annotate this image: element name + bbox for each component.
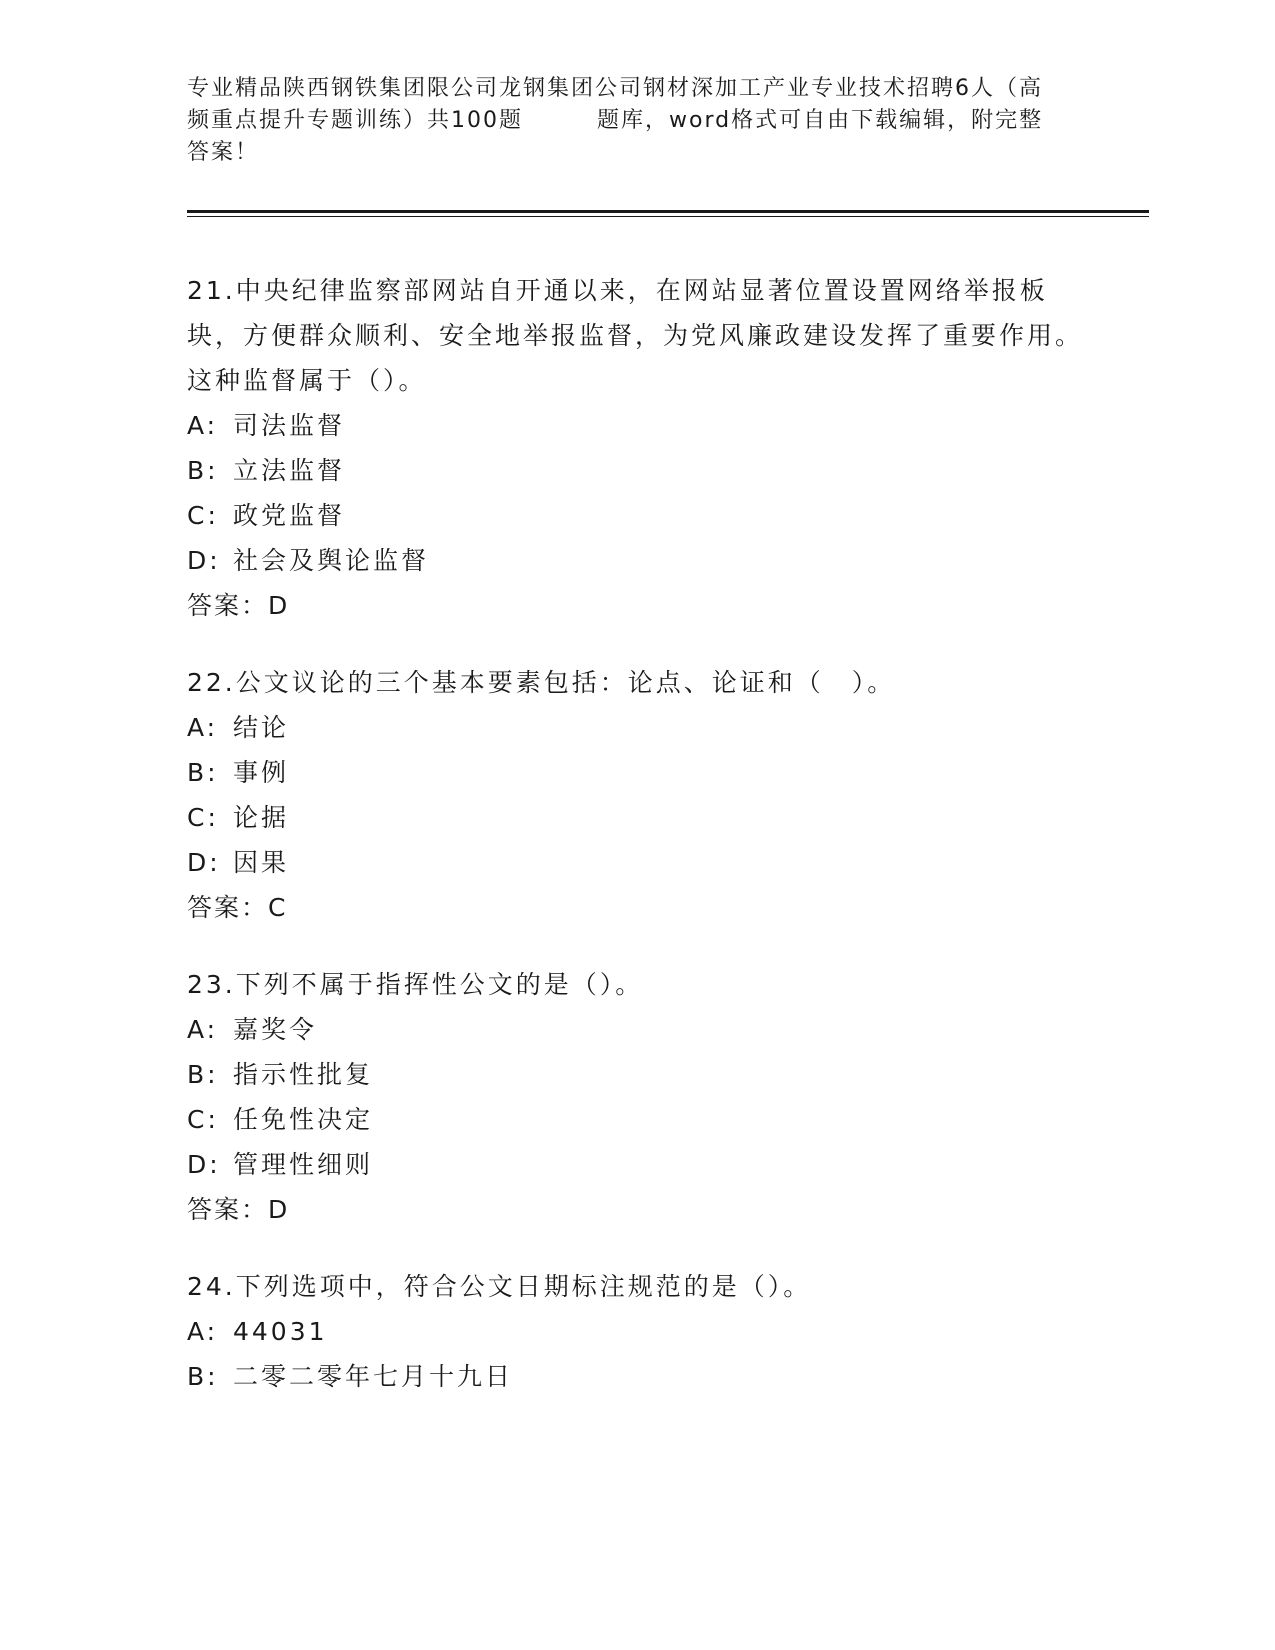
option-letter: C: xyxy=(187,803,219,832)
option-d xyxy=(187,840,1087,885)
option-letter: A: xyxy=(187,411,219,440)
question-22 xyxy=(187,660,1087,930)
option-letter: A: xyxy=(187,1015,219,1044)
question-stem: 24.下列选项中，符合公文日期标注规范的是（）。 xyxy=(187,1272,812,1301)
document-header xyxy=(187,73,1087,169)
question-stem: 21.中央纪律监察部网站自开通以来，在网站显著位置设置网络举报板块，方便群众顺利、安全地举报监督，为党风廉政建设发挥了重要作用。这种监督属于（）。 xyxy=(187,276,1084,395)
header-line-2 xyxy=(187,105,1087,137)
option-c xyxy=(187,493,1087,538)
header-line-3: 答案！ xyxy=(187,140,260,165)
option-a xyxy=(187,1309,1087,1354)
header-line-2-part-2: 题库，word格式可自由下载编辑，附完整 xyxy=(597,108,1044,133)
option-letter: A: xyxy=(187,713,219,742)
option-text: 二零二零年七月十九日 xyxy=(233,1362,514,1391)
option-text: 44031 xyxy=(233,1317,328,1346)
option-text: 事例 xyxy=(233,758,290,787)
option-text: 因果 xyxy=(233,848,290,877)
option-text: 结论 xyxy=(233,713,290,742)
option-b xyxy=(187,750,1087,795)
option-b xyxy=(187,448,1087,493)
option-c xyxy=(187,795,1087,840)
option-b xyxy=(187,1354,1087,1399)
answer-line: 答案：D xyxy=(187,591,290,620)
answer-line: 答案：C xyxy=(187,893,288,922)
option-a xyxy=(187,1007,1087,1052)
option-text: 指示性批复 xyxy=(233,1060,374,1089)
header-line-2-part-1: 频重点提升专题训练）共100题 xyxy=(187,108,523,133)
question-list xyxy=(187,268,1087,1431)
option-text: 论据 xyxy=(233,803,290,832)
option-letter: A: xyxy=(187,1317,219,1346)
option-a xyxy=(187,403,1087,448)
question-24 xyxy=(187,1264,1087,1399)
option-a xyxy=(187,705,1087,750)
option-d xyxy=(187,538,1087,583)
option-b xyxy=(187,1052,1087,1097)
option-text: 立法监督 xyxy=(233,456,346,485)
option-text: 嘉奖令 xyxy=(233,1015,318,1044)
answer-line: 答案：D xyxy=(187,1195,290,1224)
option-letter: B: xyxy=(187,1362,219,1391)
option-text: 司法监督 xyxy=(233,411,346,440)
option-letter: C: xyxy=(187,501,219,530)
header-line-1: 专业精品陕西钢铁集团限公司龙钢集团公司钢材深加工产业专业技术招聘6人（高 xyxy=(187,76,1043,101)
question-23 xyxy=(187,962,1087,1232)
option-letter: D: xyxy=(187,546,221,575)
option-text: 政党监督 xyxy=(233,501,346,530)
header-divider-thin xyxy=(187,216,1149,217)
option-c xyxy=(187,1097,1087,1142)
option-text: 任免性决定 xyxy=(233,1105,374,1134)
question-stem: 23.下列不属于指挥性公文的是（）。 xyxy=(187,970,644,999)
option-letter: C: xyxy=(187,1105,219,1134)
option-letter: B: xyxy=(187,758,219,787)
option-letter: D: xyxy=(187,848,221,877)
header-divider-thick xyxy=(187,210,1149,213)
option-letter: B: xyxy=(187,456,219,485)
question-21 xyxy=(187,268,1087,628)
option-text: 管理性细则 xyxy=(233,1150,374,1179)
question-stem: 22.公文议论的三个基本要素包括：论点、论证和（ ）。 xyxy=(187,668,896,697)
option-d xyxy=(187,1142,1087,1187)
option-letter: B: xyxy=(187,1060,219,1089)
option-letter: D: xyxy=(187,1150,221,1179)
option-text: 社会及舆论监督 xyxy=(233,546,430,575)
